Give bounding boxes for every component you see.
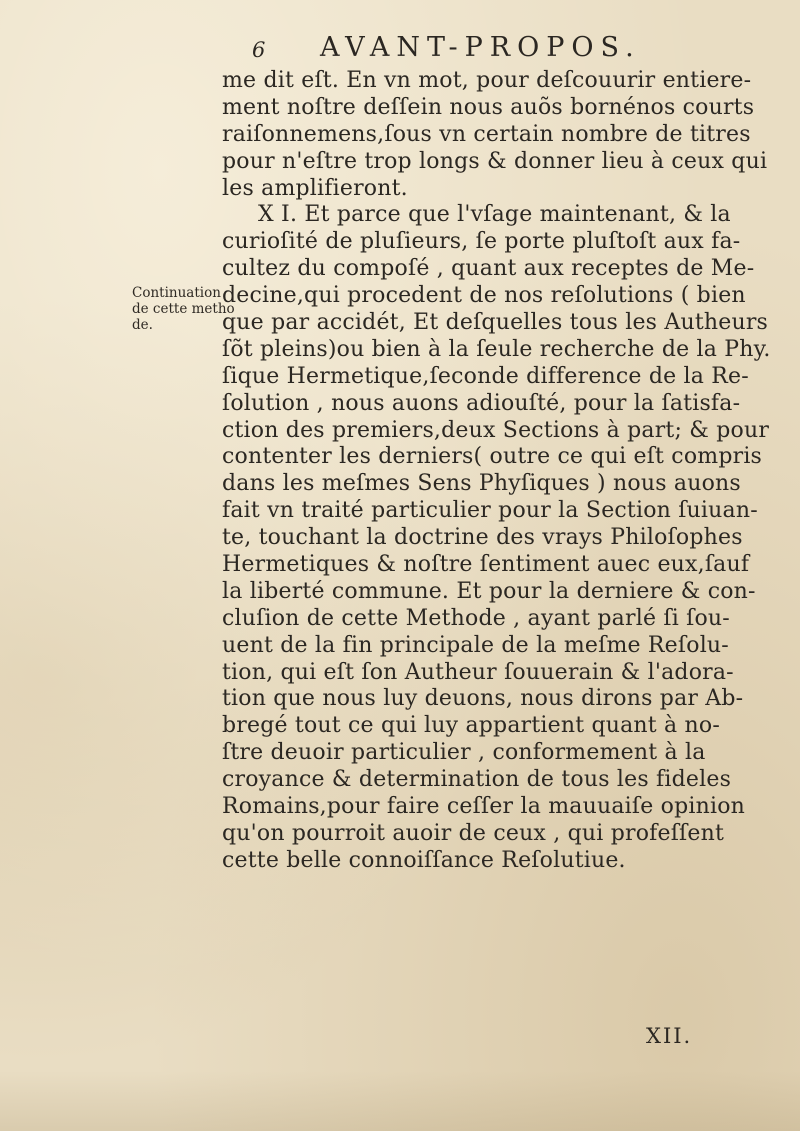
- catchword: XII.: [646, 1024, 693, 1048]
- text-line: ment noſtre deſſein nous auõs bornénos courts: [222, 94, 755, 120]
- text-line: fait vn traité particulier pour la Section ſuiuan-: [222, 498, 758, 524]
- text-line: contenter les derniers( outre ce qui eſt compris: [222, 444, 763, 470]
- text-line: uent de la fin principale de la meſme Reſolu-: [222, 632, 729, 658]
- paper-stain: [0, 1071, 800, 1131]
- margin-note-line: Continuation: [132, 285, 221, 301]
- text-line: ction des premiers,deux Sections à part; & pour: [222, 417, 770, 443]
- text-line: tion, qui eſt ſon Autheur ſouuerain & l'adora-: [222, 659, 734, 685]
- section-heading-line: X I. Et parce que l'vſage maintenant, & la: [258, 202, 731, 228]
- margin-note-line: de.: [132, 317, 153, 333]
- text-line: que par accidét, Et deſquelles tous les Autheurs: [222, 310, 769, 336]
- text-line: la liberté commune. Et pour la derniere & con-: [222, 578, 756, 604]
- text-line: ſtre deuoir particulier , conformement à la: [222, 740, 706, 766]
- text-line: ſique Hermetique,ſeconde difference de la Re-: [222, 363, 749, 389]
- text-line: raiſonnemens,ſous vn certain nombre de titres: [222, 121, 751, 147]
- body-text: [222, 68, 771, 875]
- text-line: te, touchant la doctrine des vrays Philoſophes: [222, 525, 743, 551]
- text-line: decine,qui procedent de nos reſolutions ( bien: [222, 283, 746, 309]
- text-line: dans les meſmes Sens Phyſiques ) nous auons: [222, 471, 741, 497]
- running-title: AVANT-PROPOS.: [320, 32, 641, 63]
- running-head: [252, 32, 672, 66]
- text-line: cultez du compoſé , quant aux receptes de Me-: [222, 256, 755, 282]
- text-line: pour n'eſtre trop longs & donner lieu à ceux qui: [222, 148, 768, 174]
- text-line: ſõt pleins)ou bien à la ſeule recherche de la Phy.: [222, 336, 771, 362]
- margin-note-line: de cette metho: [132, 301, 235, 317]
- text-line: Romains,pour faire ceſſer la mauuaiſe opinion: [222, 794, 746, 820]
- text-line: curioſité de pluſieurs, ſe porte pluſtoſt aux fa-: [222, 229, 741, 255]
- text-line: les amplifieront.: [222, 175, 408, 201]
- text-line: croyance & determination de tous les fideles: [222, 767, 732, 793]
- text-line: cluſion de cette Methode , ayant parlé ſi ſou-: [222, 605, 730, 631]
- text-line: bregé tout ce qui luy appartient quant à no-: [222, 713, 720, 739]
- text-line: qu'on pourroit auoir de ceux , qui profeſſent: [222, 820, 725, 846]
- page-number: 6: [252, 38, 266, 62]
- text-line: me dit eſt. En vn mot, pour deſcouurir entiere-: [222, 68, 752, 93]
- text-line: cette belle connoiſſance Reſolutiue.: [222, 847, 626, 873]
- text-line: ſolution , nous auons adiouſté, pour la ſatisfa-: [222, 390, 741, 416]
- text-line: tion que nous luy deuons, nous dirons par Ab-: [222, 686, 744, 712]
- text-line: Hermetiques & noſtre ſentiment auec eux,ſauf: [222, 552, 750, 578]
- margin-note: [132, 285, 235, 333]
